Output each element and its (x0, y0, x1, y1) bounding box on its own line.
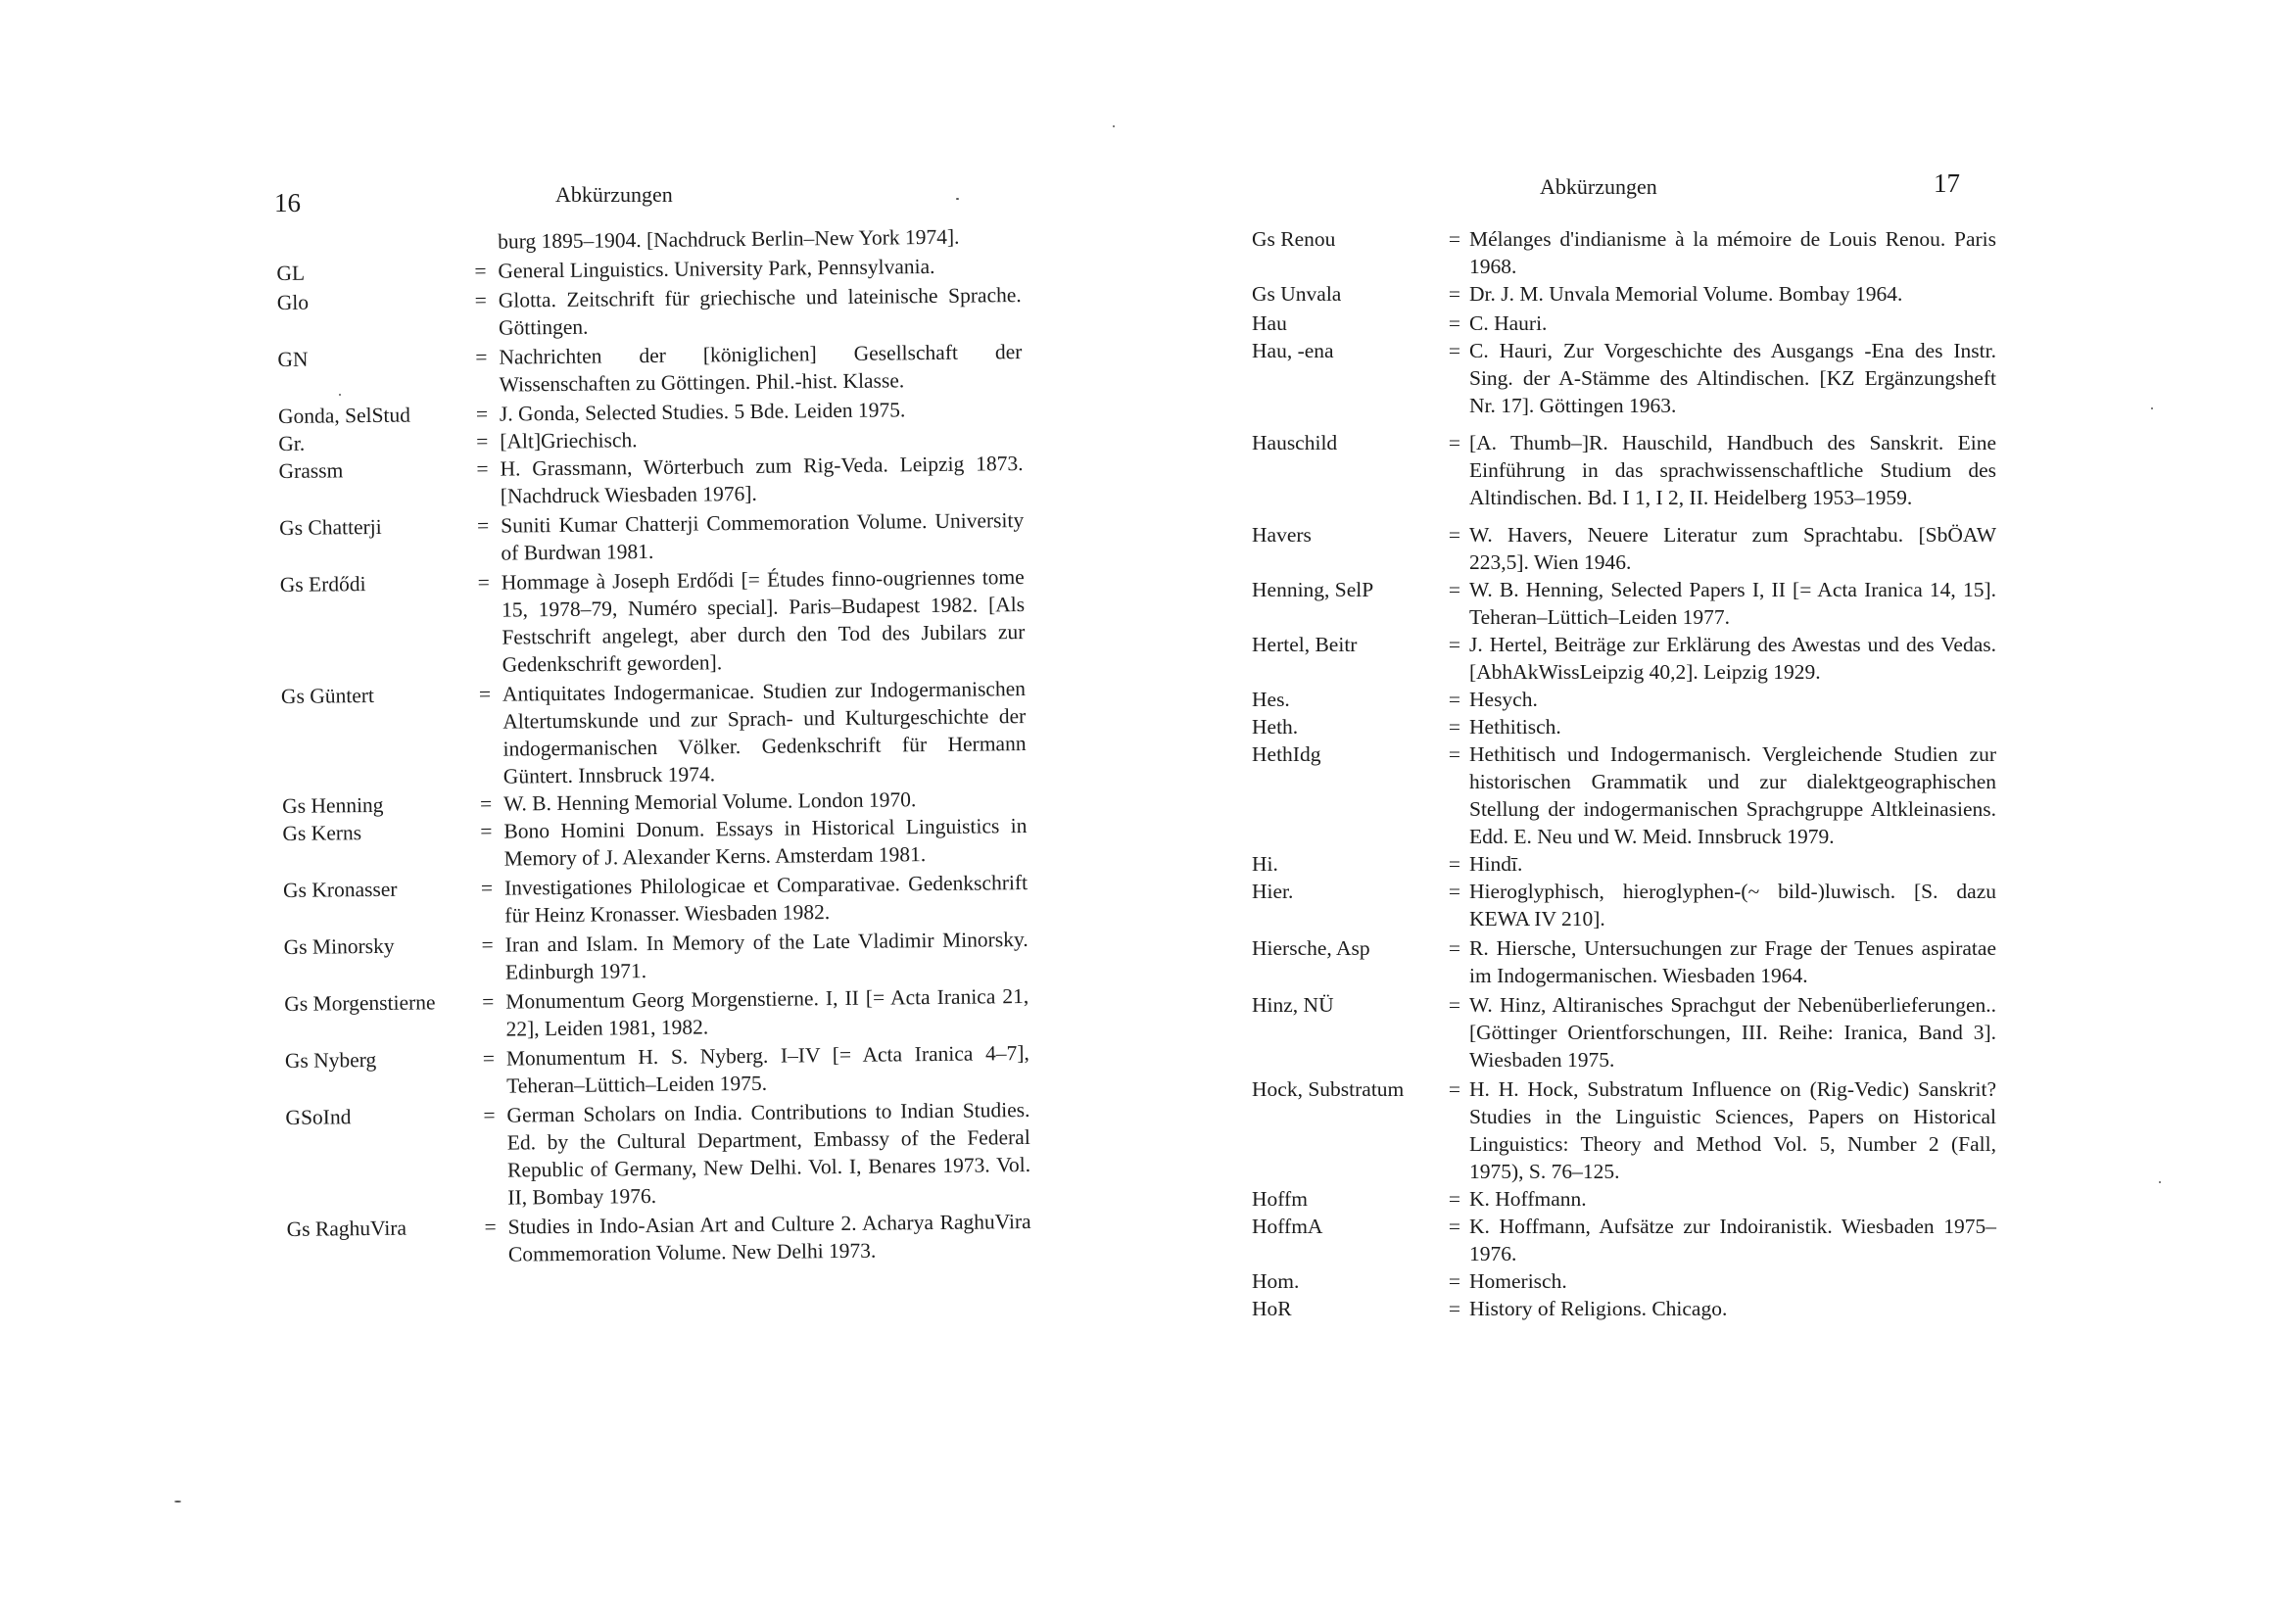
list-item: Gs Henning = W. B. Henning Memorial Volume. London 1970. (282, 785, 1027, 820)
entry-abbreviation: Gs Erdődi (279, 572, 366, 596)
page-number: 16 (274, 188, 301, 217)
entry-definition: K. Hoffmann. (1469, 1187, 1587, 1211)
entry-abbreviation: Hoffm (1252, 1187, 1308, 1211)
entry-abbreviation: HethIdg (1252, 742, 1321, 766)
list-item: Gs Minorsky = Iran and Islam. In Memory of the Late Vladimir Minorsky. Edinburgh 1971. (284, 926, 1029, 988)
list-item: Glo = Glotta. Zeitschrift für griechische und lateinische Sprache. Göttingen. (277, 281, 1023, 344)
list-item: Gr. = [Alt]Griechisch. (278, 422, 1023, 457)
entry-abbreviation: GN (277, 347, 309, 371)
entry-abbreviation: Gs RaghuVira (286, 1216, 407, 1241)
entry-definition: Hindī. (1469, 852, 1523, 876)
entry-definition: K. Hoffmann, Aufsätze zur Indoiranistik. Wiesbaden 1975–1976. (1469, 1215, 1996, 1265)
entry-definition: Dr. J. M. Unvala Memorial Volume. Bombay 1964. (1469, 282, 1903, 306)
abbreviation-list (276, 222, 1031, 1270)
scan-speck (2151, 407, 2153, 409)
list-item: Hi. = Hindī. (1252, 850, 1996, 878)
list-item: Gs Morgenstierne = Monumentum Georg Morgenstierne. I, II [= Acta Iranica 21, 22], Leiden 1981, 1982. (284, 982, 1029, 1045)
entry-abbreviation: Gs Minorsky (283, 933, 395, 959)
list-item: Hom. = Homerisch. (1252, 1267, 1996, 1295)
entry-abbreviation: Heth. (1252, 715, 1299, 739)
entry-abbreviation: Gs Morgenstierne (284, 990, 436, 1016)
entry-definition: Mélanges d'indianisme à la mémoire de Louis Renou. Paris 1968. (1469, 227, 1996, 278)
entry-definition: H. Grassmann, Wörterbuch zum Rig-Veda. Leipzig 1873. [Nachdruck Wiesbaden 1976]. (500, 452, 1024, 508)
list-item: Hauschild = [A. Thumb–]R. Hauschild, Handbuch des Sanskrit. Eine Einführung in das sprachwissenschaftliche Studium des Altindischen. Bd. I 1, I 2, II. Heidelberg 1953–1959. (1252, 431, 1996, 509)
entry-abbreviation: Hinz, NÜ (1252, 993, 1334, 1017)
list-item: Hock, Substratum = H. H. Hock, Substratum Influence on (Rig-Vedic) Sanskrit? Studies in the Linguistic Sciences, Papers on Historical Linguistics: Theory and Method Vol. 5, Number 2 (Fall, 1975), S. 76–125. (1252, 1077, 1996, 1183)
entry-definition: Hommage à Joseph Erdődi [= Études finno-ougriennes tome 15, 1978–79, Numéro special]. Paris–Budapest 1982. [Als Festschrift angelegt, aber durch den Tod des Jubilars zur Gedenkschrift geworden]. (501, 565, 1026, 677)
entry-definition: Hieroglyphisch, hieroglyphen-(~ bild-)luwisch. [S. dazu KEWA IV 210]. (1469, 880, 1996, 930)
entry-abbreviation: Hi. (1252, 852, 1278, 876)
entry-definition: H. H. Hock, Substratum Influence on (Rig-Vedic) Sanskrit? Studies in the Linguistic Sciences, Papers on Historical Linguistics: Theory and Method Vol. 5, Number 2 (Fall, 1975), S. 76–125. (1469, 1077, 1996, 1183)
entry-abbreviation: Gs Kerns (282, 821, 362, 845)
entry-abbreviation: Gs Güntert (280, 683, 375, 708)
abbreviation-list (1252, 225, 1996, 1322)
entry-definition: Homerisch. (1469, 1269, 1567, 1293)
right-page (1148, 0, 2296, 1622)
list-item: Gs Kerns = Bono Homini Donum. Essays in Historical Linguistics in Memory of J. Alexander Kerns. Amsterdam 1981. (282, 812, 1028, 875)
list-item: GN = Nachrichten der [königlichen] Gesellschaft der Wissenschaften zu Göttingen. Phil.-hist. Klasse. (277, 338, 1023, 401)
entry-definition: W. B. Henning, Selected Papers I, II [= Acta Iranica 14, 15]. Teheran–Lüttich–Leiden 1977. (1469, 578, 1996, 629)
entry-definition: Bono Homini Donum. Essays in Historical Linguistics in Memory of J. Alexander Kerns. Amsterdam 1981. (503, 814, 1028, 871)
entry-abbreviation: Hock, Substratum (1252, 1077, 1405, 1101)
list-item: HoffmA = K. Hoffmann, Aufsätze zur Indoiranistik. Wiesbaden 1975–1976. (1252, 1215, 1996, 1265)
entry-abbreviation: Gs Chatterji (279, 514, 382, 540)
list-item: Hertel, Beitr = J. Hertel, Beiträge zur Erklärung des Awestas und des Vedas. [AbhAkWissLeipzig 40,2]. Leipzig 1929. (1252, 633, 1996, 684)
entry-abbreviation: HoR (1252, 1297, 1292, 1320)
list-item: Gs Renou = Mélanges d'indianisme à la mémoire de Louis Renou. Paris 1968. (1252, 227, 1996, 278)
entry-definition: Hesych. (1469, 688, 1538, 711)
entry-abbreviation: HoffmA (1252, 1215, 1323, 1238)
entry-abbreviation: Hom. (1252, 1269, 1300, 1293)
scan-speck (2159, 1181, 2161, 1183)
entry-abbreviation: Gs Nyberg (284, 1047, 377, 1073)
entry-definition: J. Gonda, Selected Studies. 5 Bde. Leiden 1975. (499, 398, 906, 426)
entry-abbreviation: Gs Unvala (1252, 282, 1342, 306)
list-item: Gs Güntert = Antiquitates Indogermanicae. Studien zur Indogermanischen Altertumskunde und zur Sprach- und Kulturgeschichte der indogermanischen Völker. Gedenkschrift für Hermann Güntert. Innsbruck 1974. (281, 675, 1027, 792)
entry-abbreviation: Hauschild (1252, 431, 1338, 454)
list-item: HoR = History of Religions. Chicago. (1252, 1295, 1996, 1322)
scan-speck (174, 1501, 181, 1503)
entry-abbreviation: GSoInd (285, 1105, 352, 1129)
list-item: Heth. = Hethitisch. (1252, 713, 1996, 740)
entry-definition: German Scholars on India. Contributions to Indian Studies. Ed. by the Cultural Department, Embassy of the Federal Republic of Germany, New Delhi. Vol. I, Benares 1973. Vol. II, Bombay 1976. (506, 1097, 1031, 1210)
list-item: Hau, -ena = C. Hauri, Zur Vorgeschichte des Ausgangs -Ena des Instr. Sing. der A-Stämme des Altindischen. [KZ Ergänzungsheft Nr. 17]. Göttingen 1963. (1252, 339, 1996, 417)
entry-definition: Hethitisch und Indogermanisch. Vergleichende Studien zur historischen Grammatik und zur dialektgeographischen Stellung der indogermanischen Sprachgruppe Altkleinasiens. Edd. E. Neu und W. Meid. Innsbruck 1979. (1469, 742, 1996, 848)
entry-definition: General Linguistics. University Park, Pennsylvania. (498, 254, 935, 283)
list-item: Hes. = Hesych. (1252, 686, 1996, 713)
entry-abbreviation: Hertel, Beitr (1252, 633, 1358, 656)
list-item: Gonda, SelStud = J. Gonda, Selected Studies. 5 Bde. Leiden 1975. (278, 395, 1023, 430)
entry-definition: R. Hiersche, Untersuchungen zur Frage der Tenues aspiratae im Indogermanischen. Wiesbaden 1964. (1469, 936, 1996, 987)
entry-definition: Nachrichten der [königlichen] Gesellschaft der Wissenschaften zu Göttingen. Phil.-hist. Klasse. (499, 340, 1023, 397)
entry-abbreviation: Hiersche, Asp (1252, 936, 1370, 960)
entry-definition: Hethitisch. (1469, 715, 1561, 739)
entry-abbreviation: Henning, SelP (1252, 578, 1374, 601)
running-head: Abkürzungen (555, 182, 673, 207)
entry-definition: W. Hinz, Altiranisches Sprachgut der Nebenüberlieferungen.. [Göttinger Orientforschungen, III. Reihe: Iranica, Band 3]. Wiesbaden 1975. (1469, 993, 1996, 1072)
entry-definition: Investigationes Philologicae et Comparativae. Gedenkschrift für Heinz Kronasser. Wiesbaden 1982. (503, 871, 1028, 928)
entry-abbreviation: Gs Kronasser (282, 877, 398, 902)
scan-speck (339, 394, 341, 396)
entry-abbreviation: Hau, -ena (1252, 339, 1334, 362)
list-item: Hier. = Hieroglyphisch, hieroglyphen-(~ bild-)luwisch. [S. dazu KEWA IV 210]. (1252, 880, 1996, 930)
list-item: Hinz, NÜ = W. Hinz, Altiranisches Sprachgut der Nebenüberlieferungen.. [Göttinger Orientforschungen, III. Reihe: Iranica, Band 3]. Wiesbaden 1975. (1252, 993, 1996, 1072)
entry-definition: History of Religions. Chicago. (1469, 1297, 1728, 1320)
entry-definition: Studies in Indo-Asian Art and Culture 2. Acharya RaghuVira Commemoration Volume. New Delhi 1973. (507, 1209, 1031, 1266)
list-item: Grassm = H. Grassmann, Wörterbuch zum Rig-Veda. Leipzig 1873. [Nachdruck Wiesbaden 1976]. (278, 450, 1024, 512)
list-item: Hau = C. Hauri. (1252, 310, 1996, 337)
entry-abbreviation: GL (276, 261, 306, 285)
entry-definition: [A. Thumb–]R. Hauschild, Handbuch des Sanskrit. Eine Einführung in das sprachwissenschaftliche Studium des Altindischen. Bd. I 1, I 2, II. Heidelberg 1953–1959. (1469, 431, 1996, 509)
list-item: HethIdg = Hethitisch und Indogermanisch. Vergleichende Studien zur historischen Grammatik und zur dialektgeographischen Stellung der indogermanischen Sprachgruppe Altkleinasiens. Edd. E. Neu und W. Meid. Innsbruck 1979. (1252, 742, 1996, 848)
entry-definition: C. Hauri. (1469, 311, 1548, 335)
entry-definition: Antiquitates Indogermanicae. Studien zur Indogermanischen Altertumskunde und zur Sprach- und Kulturgeschichte der indogermanischen Völker. Gedenkschrift für Hermann Güntert. Innsbruck 1974. (502, 677, 1027, 788)
scan-speck (956, 198, 959, 200)
entry-abbreviation: Gs Renou (1252, 227, 1336, 251)
page-number: 17 (1934, 168, 1960, 198)
list-item: Hoffm = K. Hoffmann. (1252, 1185, 1996, 1213)
entry-abbreviation: Glo (276, 290, 310, 314)
entry-abbreviation: Gr. (278, 431, 306, 455)
list-item: Gs Erdődi = Hommage à Joseph Erdődi [= Études finno-ougriennes tome 15, 1978–79, Numéro special]. Paris–Budapest 1982. [Als Festschrift angelegt, aber durch den Tod des Jubilars zur Gedenkschrift geworden]. (280, 563, 1026, 681)
list-item: Henning, SelP = W. B. Henning, Selected Papers I, II [= Acta Iranica 14, 15]. Teheran–Lüttich–Leiden 1977. (1252, 578, 1996, 629)
entry-abbreviation: Gs Henning (282, 792, 384, 818)
entry-definition: C. Hauri, Zur Vorgeschichte des Ausgangs -Ena des Instr. Sing. der A-Stämme des Altindischen. [KZ Ergänzungsheft Nr. 17]. Göttingen 1963. (1469, 339, 1996, 417)
list-item: Hiersche, Asp = R. Hiersche, Untersuchungen zur Frage der Tenues aspiratae im Indogermanischen. Wiesbaden 1964. (1252, 936, 1996, 987)
entry-definition: burg 1895–1904. [Nachdruck Berlin–New York 1974]. (498, 224, 960, 254)
entry-abbreviation: Hier. (1252, 880, 1294, 903)
entry-abbreviation: Gonda, SelStud (277, 403, 411, 428)
entry-definition: Monumentum H. S. Nyberg. I–IV [= Acta Iranica 4–7], Teheran–Lüttich–Leiden 1975. (505, 1040, 1029, 1098)
list-item: Gs Chatterji = Suniti Kumar Chatterji Commemoration Volume. University of Burdwan 1981. (279, 506, 1025, 569)
entry-definition: [Alt]Griechisch. (500, 428, 638, 453)
entry-definition: Monumentum Georg Morgenstierne. I, II [= Acta Iranica 21, 22], Leiden 1981, 1982. (505, 983, 1029, 1041)
entry-definition: W. B. Henning Memorial Volume. London 1970. (503, 787, 917, 816)
list-item: Gs Kronasser = Investigationes Philologicae et Comparativae. Gedenkschrift für Heinz Kronasser. Wiesbaden 1982. (283, 869, 1028, 931)
list-item: Gs Unvala = Dr. J. M. Unvala Memorial Volume. Bombay 1964. (1252, 280, 1996, 308)
entry-definition: Iran and Islam. In Memory of the Late Vladimir Minorsky. Edinburgh 1971. (504, 928, 1028, 984)
entry-abbreviation: Hau (1252, 311, 1287, 335)
entry-abbreviation: Hes. (1252, 688, 1290, 711)
list-item: Gs Nyberg = Monumentum H. S. Nyberg. I–IV [= Acta Iranica 4–7], Teheran–Lüttich–Leiden 1975. (285, 1039, 1030, 1102)
entry-definition: W. Havers, Neuere Literatur zum Sprachtabu. [SbÖAW 223,5]. Wien 1946. (1469, 523, 1996, 574)
list-item: Gs RaghuVira = Studies in Indo-Asian Art and Culture 2. Acharya RaghuVira Commemoration Volume. New Delhi 1973. (287, 1208, 1032, 1270)
entry-abbreviation: Havers (1252, 523, 1312, 547)
list-item: Havers = W. Havers, Neuere Literatur zum Sprachtabu. [SbÖAW 223,5]. Wien 1946. (1252, 523, 1996, 574)
list-item: GSoInd = German Scholars on India. Contributions to Indian Studies. Ed. by the Cultural Department, Embassy of the Federal Republic of Germany, New Delhi. Vol. I, Benares 1973. Vol. II, Bombay 1976. (285, 1096, 1030, 1214)
scan-speck (1113, 125, 1115, 127)
entry-definition: J. Hertel, Beiträge zur Erklärung des Awestas und des Vedas. [AbhAkWissLeipzig 40,2]. Leipzig 1929. (1469, 633, 1996, 684)
running-head: Abkürzungen (1540, 174, 1657, 199)
entry-abbreviation: Grassm (278, 458, 344, 483)
entry-definition: Suniti Kumar Chatterji Commemoration Volume. University of Burdwan 1981. (501, 508, 1025, 565)
list-item: GL = General Linguistics. University Park, Pennsylvania. (276, 252, 1021, 287)
entry-definition: Glotta. Zeitschrift für griechische und lateinische Sprache. Göttingen. (498, 283, 1022, 340)
